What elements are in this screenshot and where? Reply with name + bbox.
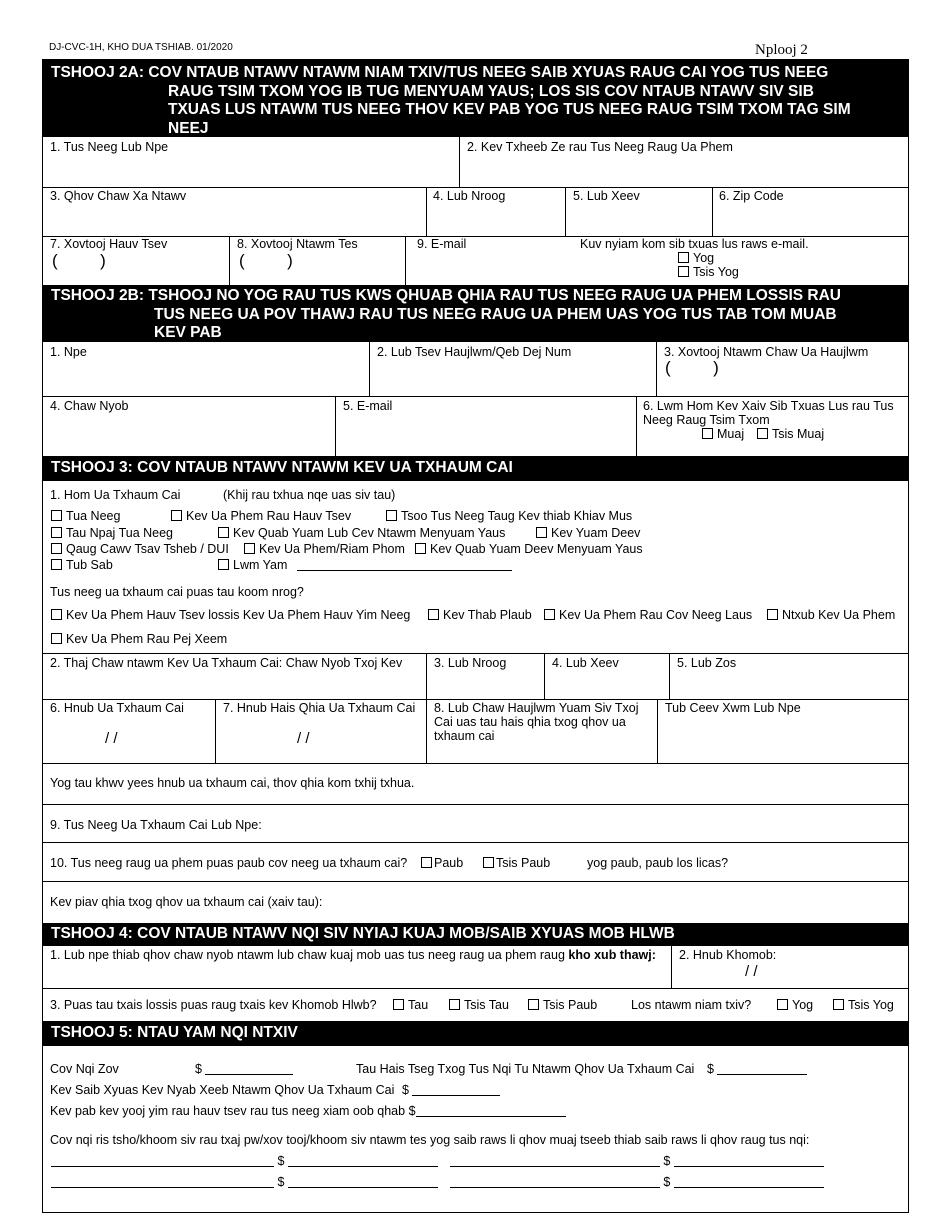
s2a-state-label: 5. Lub Xeev (573, 189, 640, 203)
s5-funeral-amount[interactable]: $ (195, 1062, 293, 1076)
s3-city-label: 3. Lub Nroog (434, 656, 507, 670)
section-2b-header (43, 285, 908, 342)
s4-date-label: 2. Hnub Khomob: (679, 948, 777, 962)
other-amount-input[interactable] (288, 1156, 438, 1167)
checkbox-icon[interactable] (702, 428, 713, 439)
checkbox-icon[interactable] (767, 609, 778, 620)
other-item-input[interactable] (450, 1156, 660, 1167)
s5-other-costs-label: Cov nqi ris tsho/khoom siv rau txaj pw/xov tooj/khoom siv ntawm tes yog saib raws li qhov muaj tseeb thiab saib raws li qhov raug tus nqi: (50, 1133, 810, 1147)
hate-public-abuse[interactable]: Kev Ua Phem Rau Pej Xeem (51, 632, 227, 646)
s3-description-label: Kev piav qhia txog qhov ua txhaum cai (xaiv tau): (50, 895, 323, 909)
s3-knows-how: yog paub, paub los licas? (587, 856, 729, 870)
s2a-cell-phone-label: 8. Xovtooj Ntawm Tes (237, 237, 358, 251)
section-2a-title-line2: RAUG TSIM TXOM YOG IB TUG MENYUAM YAUS; LOS SIS COV NTAUB NTAWV SIV SIB (168, 82, 814, 100)
s3-continuing-note: Yog tau khwv yees hnub ua txhaum cai, thov qhia kom txhij txhua. (50, 776, 415, 790)
checkbox-icon[interactable] (386, 510, 397, 521)
s3-location-label: 2. Thaj Chaw ntawm Kev Ua Txhaum Cai: Chaw Nyob Txoj Kev (50, 656, 403, 670)
checkbox-icon[interactable] (51, 609, 62, 620)
s4-provider-label: 1. Lub npe thiab qhov chaw nyob ntawm lub chaw kuaj mob uas tus neeg raug ua phem raug kho xub thawj: (50, 948, 656, 962)
section-4-header: TSHOOJ 4: COV NTAUB NTAWV NQI SIV NYIAJ KUAJ MOB/SAIB XYUAS MOB HLWB (43, 923, 908, 946)
crime-robbery[interactable]: Tub Sab (51, 558, 113, 572)
crime-dui[interactable]: Qaug Cawv Tsav Tsheb / DUI (51, 542, 229, 556)
crime-attempted-murder[interactable]: Tau Npaj Tua Neeg (51, 526, 173, 540)
s3-report-date-label: 7. Hnub Hais Qhia Ua Txhaum Cai (223, 701, 416, 715)
checkbox-icon[interactable] (483, 857, 494, 868)
checkbox-icon[interactable] (421, 857, 432, 868)
s4-still-no[interactable]: Tsis Yog (833, 998, 894, 1012)
section-2a-title-line1: TSHOOJ 2A: COV NTAUB NTAWV NTAWM NIAM TXIV/TUS NEEG SAIB XYUAS RAUG CAI YOG TUS NEEG (51, 64, 829, 81)
s2a-email-yes[interactable]: Yog (678, 251, 714, 265)
s2b-agency-label: 2. Lub Tsev Haujlwm/Qeb Dej Num (377, 345, 572, 359)
checkbox-icon[interactable] (678, 266, 689, 277)
s2a-home-phone-label: 7. Xovtooj Hauv Tsev (50, 237, 168, 251)
hate-domestic-family[interactable]: Kev Ua Phem Hauv Tsev lossis Kev Ua Phem Hauv Yim Neeg (51, 608, 410, 622)
checkbox-icon[interactable] (757, 428, 768, 439)
s3-agency-label: 8. Lub Chaw Haujlwm Yuam Siv Txoj Cai uas tau hais qhia txog qhov ua txhaum cai (434, 701, 639, 743)
s3-offender-name-label: 9. Tus Neeg Ua Txhaum Cai Lub Npe: (50, 818, 262, 832)
s4-still-yes[interactable]: Yog (777, 998, 813, 1012)
other-amount-input[interactable] (288, 1177, 438, 1188)
checkbox-icon[interactable] (528, 999, 539, 1010)
checkbox-icon[interactable] (51, 527, 62, 538)
checkbox-icon[interactable] (244, 543, 255, 554)
s3-knows-offender-label: 10. Tus neeg raug ua phem puas paub cov neeg ua txhaum cai? (50, 856, 408, 870)
checkbox-icon[interactable] (51, 559, 62, 570)
s3-crime-date-label: 6. Hnub Ua Txhaum Cai (50, 701, 184, 715)
s2a-city-label: 4. Lub Nroog (433, 189, 506, 203)
s2b-other-contact-label: 6. Lwm Hom Kev Xaiv Sib Txuas Lus rau Tus Neeg Raug Tsim Txom (643, 399, 894, 427)
checkbox-icon[interactable] (833, 999, 844, 1010)
crime-sexual-assault[interactable]: Kev Yuam Deev (536, 526, 640, 540)
s3-report-date-input[interactable]: / / (297, 730, 310, 747)
s5-funeral-label: Cov Nqi Zov (50, 1062, 119, 1076)
crime-murder[interactable]: Tua Neeg (51, 509, 120, 523)
s2a-relationship-label: 2. Kev Txheeb Ze rau Tus Neeg Raug Ua Phem (467, 140, 733, 154)
s2a-email-label: 9. E-mail (417, 237, 467, 251)
checkbox-icon[interactable] (544, 609, 555, 620)
s2a-email-consent: Kuv nyiam kom sib txuas lus raws e-mail. (580, 237, 809, 251)
checkbox-icon[interactable] (415, 543, 426, 554)
relocation-amount-input[interactable] (416, 1106, 566, 1117)
section-2b-title-line3: KEV PAB (154, 324, 222, 341)
checkbox-icon[interactable] (51, 510, 62, 521)
s3-crime-date-input[interactable]: / / (105, 730, 118, 747)
other-amount-input[interactable] (674, 1177, 824, 1188)
s4-unknown[interactable]: Tsis Paub (528, 998, 597, 1012)
s4-date-input[interactable]: / / (745, 963, 758, 980)
s5-lost-income-amount[interactable]: $ (707, 1062, 807, 1076)
s2b-address-label: 4. Chaw Nyob (50, 399, 129, 413)
s3-knows-no[interactable]: Tsis Paub (483, 856, 550, 870)
s3-crime-type-hint: (Khij rau txhua nqe uas siv tau) (223, 488, 396, 502)
s5-relocation-label: Kev pab kev yooj yim rau hauv tsev rau tus neeg xiam oob qhab $ (50, 1104, 566, 1118)
section-2b-title-line1: TSHOOJ 2B: TSHOOJ NO YOG RAU TUS KWS QHUAB QHIA RAU TUS NEEG RAUG UA PHEM LOSSIS RAU (51, 287, 841, 304)
section-2b-title-line2: TUS NEEG UA POV THAWJ RAU TUS NEEG RAUG UA PHEM UAS YOG TUS TAB TOM MUAB (154, 305, 837, 323)
s2a-home-phone-area[interactable]: ( ) (52, 251, 106, 270)
s5-other-row-1[interactable]: $ $ (51, 1154, 824, 1168)
claim-form (42, 59, 909, 1213)
s2b-email-label: 5. E-mail (343, 399, 393, 413)
s4-still-label: Los ntawm niam txiv? (631, 998, 752, 1012)
checkbox-icon[interactable] (428, 609, 439, 620)
other-amount-input[interactable] (674, 1156, 824, 1167)
checkbox-icon[interactable] (51, 543, 62, 554)
section-2a-header (43, 60, 908, 137)
s4-not-received[interactable]: Tsis Tau (449, 998, 509, 1012)
s3-report-number-label: Tub Ceev Xwm Lub Npe (665, 701, 801, 715)
s4-mental-health-label: 3. Puas tau txais lossis puas raug txais kev Khomob Hlwb? (50, 998, 377, 1012)
hate-harassment[interactable]: Kev Thab Plaub (428, 608, 532, 622)
s3-county-label: 5. Lub Zos (677, 656, 737, 670)
s2a-cell-phone-area[interactable]: ( ) (239, 251, 293, 270)
s3-knows-yes[interactable]: Paub (421, 856, 463, 870)
checkbox-icon[interactable] (51, 633, 62, 644)
s3-crime-type-label: 1. Hom Ua Txhaum Cai (50, 488, 181, 502)
section-3-header: TSHOOJ 3: COV NTAUB NTAWV NTAWM KEV UA TXHAUM CAI (43, 456, 908, 481)
s5-other-row-2[interactable]: $ $ (51, 1175, 824, 1189)
s5-crime-scene-label: Kev Saib Xyuas Kev Nyab Xeeb Ntawm Qhov Ua Txhaum Cai (50, 1083, 395, 1097)
hate-elder-abuse[interactable]: Kev Ua Phem Rau Cov Neeg Laus (544, 608, 752, 622)
checkbox-icon[interactable] (218, 559, 229, 570)
section-2a-title-line3: TXUAS LUS NTAWM TUS NEEG THOV KEV PAB YOG TUS NEEG RAUG TSIM TXOM TAG SIM (168, 101, 851, 118)
other-item-input[interactable] (450, 1177, 660, 1188)
other-item-input[interactable] (51, 1177, 274, 1188)
s5-crime-scene-amount[interactable]: $ (402, 1083, 500, 1097)
s2a-address-label: 3. Qhov Chaw Xa Ntawv (50, 189, 187, 203)
funeral-amount-input[interactable] (205, 1064, 293, 1075)
s2a-name-label: 1. Tus Neeg Lub Npe (50, 140, 169, 154)
checkbox-icon[interactable] (678, 252, 689, 263)
s2b-has[interactable]: Muaj (702, 427, 744, 441)
s2b-name-label: 1. Npe (50, 345, 87, 359)
s4-received[interactable]: Tau (393, 998, 428, 1012)
checkbox-icon[interactable] (171, 510, 182, 521)
page-number: Nplooj 2 (755, 42, 808, 58)
s3-state-label: 4. Lub Xeev (552, 656, 619, 670)
s2b-work-phone-label: 3. Xovtooj Ntawm Chaw Ua Haujlwm (664, 345, 869, 359)
checkbox-icon[interactable] (777, 999, 788, 1010)
crime-child-abuse[interactable]: Kev Quab Yuam Lub Cev Ntawm Menyuam Yaus (218, 526, 505, 540)
checkbox-icon[interactable] (218, 527, 229, 538)
hate-crime[interactable]: Ntxub Kev Ua Phem (767, 608, 895, 622)
crime-assault-weapon[interactable]: Kev Ua Phem/Riam Phom (244, 542, 405, 556)
s2b-work-phone-area[interactable]: ( ) (665, 358, 719, 377)
section-5-header: TSHOOJ 5: NTAU YAM NQI NTXIV (43, 1021, 908, 1046)
crime-other-input[interactable] (297, 560, 512, 571)
s2b-has-not[interactable]: Tsis Muaj (757, 427, 824, 441)
checkbox-icon[interactable] (449, 999, 460, 1010)
crime-hit-run[interactable]: Tsoo Tus Neeg Taug Kev thiab Khiav Mus (386, 509, 632, 523)
crime-other[interactable]: Lwm Yam (218, 558, 512, 572)
other-item-input[interactable] (51, 1156, 274, 1167)
crime-scene-amount-input[interactable] (412, 1085, 500, 1096)
s5-lost-income-label: Tau Hais Tseg Txog Tus Nqi Tu Ntawm Qhov Ua Txhaum Cai (356, 1062, 695, 1076)
form-code: DJ-CVC-1H, KHO DUA TSHIAB. 01/2020 (49, 42, 233, 53)
crime-domestic[interactable]: Kev Ua Phem Rau Hauv Tsev (171, 509, 351, 523)
lost-income-amount-input[interactable] (717, 1064, 807, 1075)
checkbox-icon[interactable] (393, 999, 404, 1010)
s2a-zip-label: 6. Zip Code (719, 189, 784, 203)
section-2a-title-line4: NEEJ (168, 119, 209, 137)
s2a-email-no[interactable]: Tsis Yog (678, 265, 739, 279)
s3-hate-question: Tus neeg ua txhaum cai puas tau koom nrog? (50, 585, 304, 599)
checkbox-icon[interactable] (536, 527, 547, 538)
crime-child-sexual-abuse[interactable]: Kev Quab Yuam Deev Menyuam Yaus (415, 542, 643, 556)
